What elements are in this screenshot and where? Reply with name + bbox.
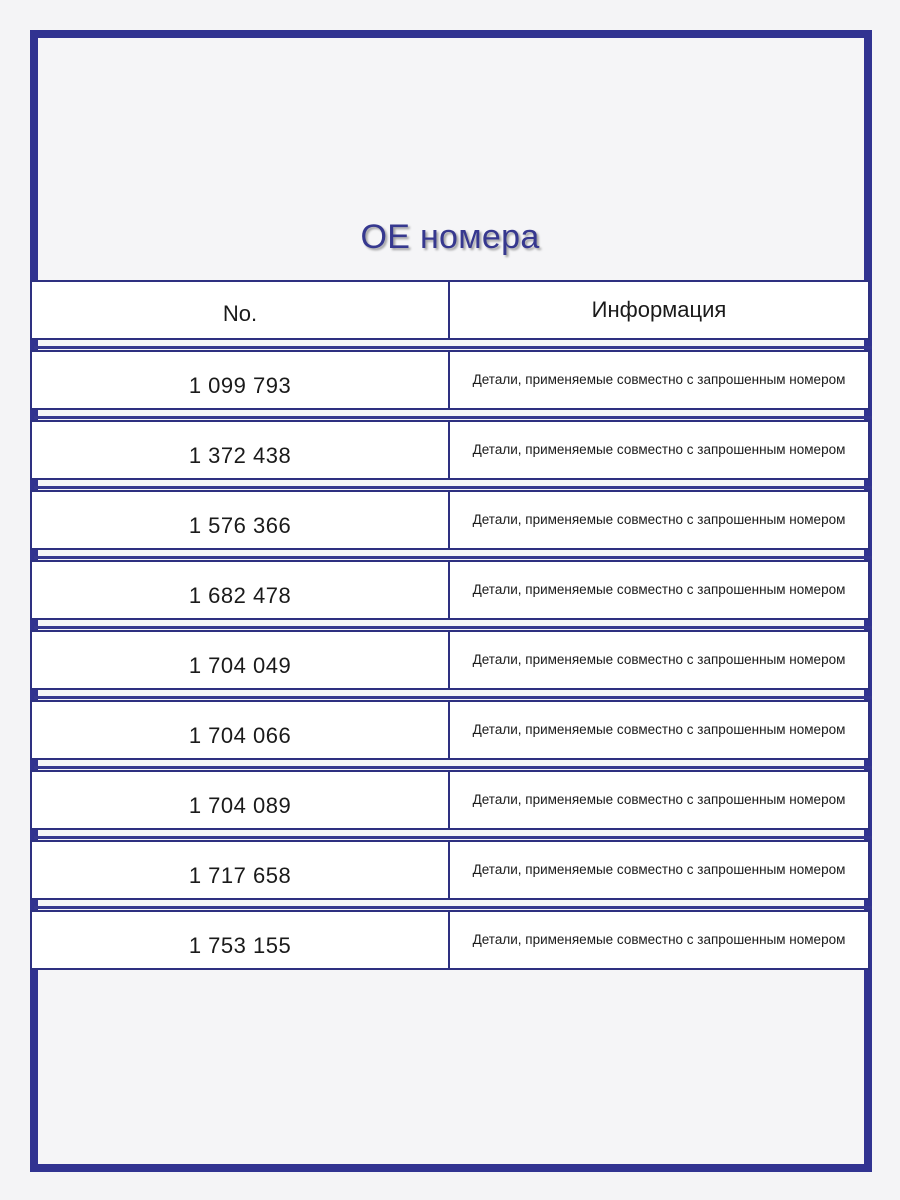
oe-info: Детали, применяемые совместно с запрошенным номером — [450, 630, 870, 690]
oe-number: 1 704 089 — [30, 770, 450, 830]
table-row — [30, 840, 870, 900]
oe-number: 1 372 438 — [30, 420, 450, 480]
table-header-row — [30, 280, 870, 340]
table-row — [30, 910, 870, 970]
oe-info: Детали, применяемые совместно с запрошенным номером — [450, 910, 870, 970]
oe-info: Детали, применяемые совместно с запрошенным номером — [450, 350, 870, 410]
oe-info: Детали, применяемые совместно с запрошенным номером — [450, 700, 870, 760]
table-row — [30, 630, 870, 690]
table-row — [30, 700, 870, 760]
header-no: No. — [30, 280, 450, 340]
table-row — [30, 490, 870, 550]
oe-info: Детали, применяемые совместно с запрошенным номером — [450, 490, 870, 550]
oe-number: 1 717 658 — [30, 840, 450, 900]
table-row — [30, 560, 870, 620]
page-title: OE номера — [360, 218, 540, 256]
oe-info: Детали, применяемые совместно с запрошенным номером — [450, 420, 870, 480]
oe-number: 1 704 049 — [30, 630, 450, 690]
oe-number: 1 099 793 — [30, 350, 450, 410]
table-row — [30, 350, 870, 410]
table-row — [30, 420, 870, 480]
oe-info: Детали, применяемые совместно с запрошенным номером — [450, 840, 870, 900]
oe-number: 1 682 478 — [30, 560, 450, 620]
oe-number: 1 704 066 — [30, 700, 450, 760]
oe-info: Детали, применяемые совместно с запрошенным номером — [450, 770, 870, 830]
header-info: Информация — [450, 280, 870, 340]
table-row — [30, 770, 870, 830]
oe-info: Детали, применяемые совместно с запрошенным номером — [450, 560, 870, 620]
oe-number: 1 753 155 — [30, 910, 450, 970]
oe-number: 1 576 366 — [30, 490, 450, 550]
